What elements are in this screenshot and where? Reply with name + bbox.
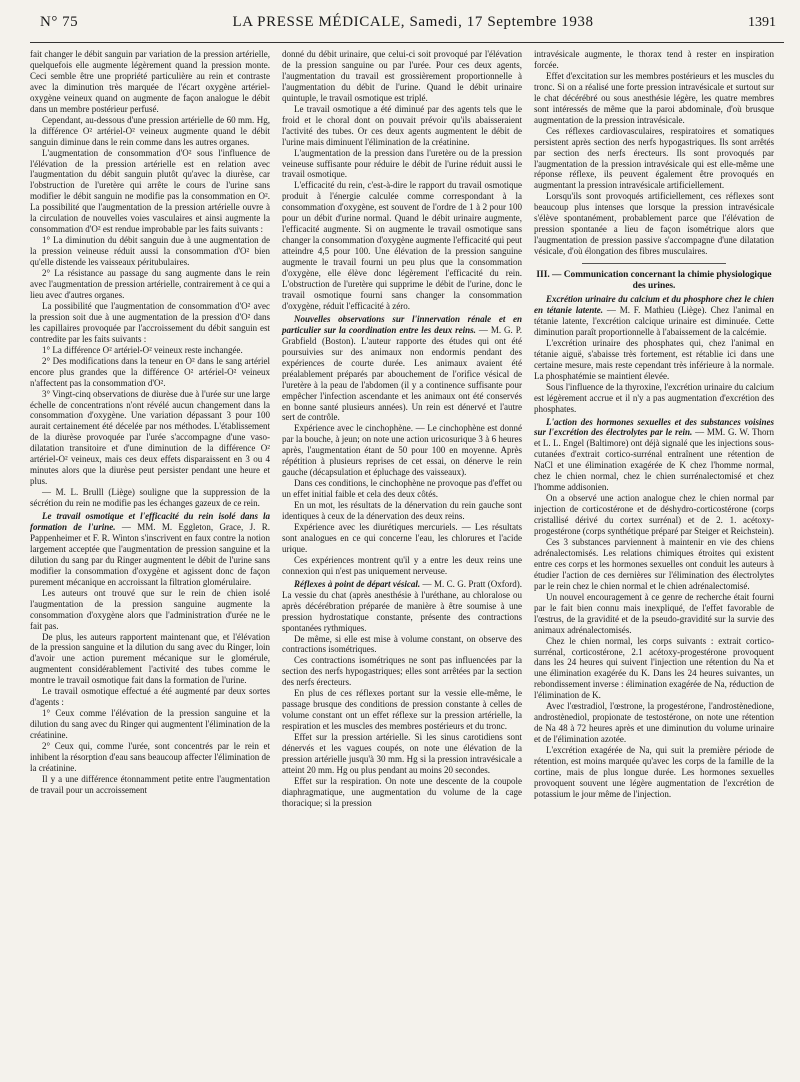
issue-number: N° 75 [40, 14, 79, 30]
paragraph [534, 745, 774, 800]
paragraph-text: Ces réflexes cardiovasculaires, respiratoires et somatiques persistent après section des nerfs hypogastriques. Ils sont arrêtés par section des nerfs érecteurs. Ils sont provoqués par l'augmentation de la pression intravésicale qui est elle-même une réponse réflexe, ils peuvent également être provoqués en augmentant la pression intravésicale artificiellement. [534, 125, 774, 191]
paragraph [30, 487, 270, 509]
column-right [534, 49, 774, 1079]
column-left [30, 49, 270, 1079]
paragraph-text: Expérience avec les diurétiques mercuriels. — Les résultats sont analogues en ce qui concerne l'eau, les chlorures et l'acide urique. [282, 521, 522, 554]
paragraph-text: fait changer le débit sanguin par variation de la pression artérielle, quelquefois elle augmente légèrement quand la pression monte. Ceci semble être une propriété particulière au rein et contraste avec la diminution très marquée de l'écart oxygène artériel-oxygène veineux quand on augmente de façon analogue le débit dans un membre postérieur perfusé. [30, 49, 270, 114]
paragraph-text: Ces contractions isométriques ne sont pas influencées par la section des nerfs hypogastriques; elles sont arrêtées par la section des nerfs érecteurs. [282, 655, 522, 688]
paragraph-text: — M. G. P. Grabfield (Boston). L'auteur rapporte des études qui ont été poursuivies sur des animaux non endormis pendant des expériences de courte durée. Les animaux avaient été préalablement préparés par abouchement de l'orifice vésical de l'uretère à la peau de l'abdomen (il y a continence suffisante pour empêcher l'infection ascendante et les animaux ont été conservés en bonne santé plusieurs années). Un rein est dénervé et l'autre sert de contrôle. [282, 324, 522, 423]
page-number: 1391 [748, 15, 776, 30]
paragraph [30, 148, 270, 236]
paragraph-text: Effet sur la pression artérielle. Si les sinus carotidiens sont dénervés et les vagues coupés, on note une élévation de la pression artérielle jusqu'à 30 mm. Hg si la pression intravésicale a atteint 20 mm. Hg ou plus pendant au moins 20 secondes. [282, 732, 522, 775]
paragraph-text: Le travail osmotique a été diminué par des agents tels que le froid et le choral dont on pouvait prévoir qu'ils abaisseraient l'activité des tubes. Or ces deux agents augmentent le débit de l'urine mais diminuent l'élimination de la créatinine. [282, 103, 522, 147]
paragraph [30, 389, 270, 488]
paragraph-text: — MM. M. Eggleton, Grace, J. R. Pappenheimer et F. R. Winton s'inscrivent en faux contre la notion largement acceptée que l'augmentation de pression sanguine et la dilution du sang par du Ringer augmentent le débit de l'urine sans modifier la consommation d'oxygène et agissent donc de façon purement mécanique en accroissant la filtration glomérulaire. [30, 521, 270, 587]
column-middle [282, 49, 522, 1079]
paragraph-text: — M. C. G. Pratt (Oxford). La vessie du chat (après anesthésie à l'uréthane, au chloralose ou après décérébration préparée de manière à être soumise à une pression hydrostatique constante, présente des contractions spontanées rythmiques. [282, 578, 522, 633]
paragraph-text: — MM. G. W. Thorn et L. L. Engel (Baltimore) ont déjà signalé que les injections sous-cutanées d'extrait cortico-surrénal entraînent une rétention de NaCl et une élimination exagérée de K chez l'homme normal, chez le chien normal, chez le chien surrénalectomisé et chez l'homme addisonien. [534, 427, 774, 493]
section-rule [582, 263, 726, 264]
paragraph [282, 634, 522, 656]
paragraph-text: 2° Des modifications dans la teneur en O² dans le sang artériel encore plus grandes que la différence O² artériel-O² veineux n'affectent pas la consommation d'O². [30, 355, 270, 388]
paragraph [282, 688, 522, 732]
paragraph [30, 115, 270, 148]
paragraph-text: Cependant, au-dessous d'une pression artérielle de 60 mm. Hg, la différence O² artériel-O² veineux augmente quand le débit sanguin diminue dans le rein comme dans les autres organes. [30, 114, 270, 147]
paragraph [30, 686, 270, 708]
paragraph-text: Il y a une différence étonnamment petite entre l'augmentation de travail pour un accroissement [30, 773, 270, 795]
paragraph [534, 537, 774, 592]
paragraph [534, 71, 774, 126]
paragraph-text: De plus, les auteurs rapportent maintenant que, et l'élévation de la pression sanguine et la dilution du sang avec du Ringer, loin d'avoir une action purement mécanique sur le glomérule, augmentent considérablement l'activité des tubes comme le montre le travail osmotique fait dans la formation de l'urine. [30, 631, 270, 686]
paragraph [30, 588, 270, 632]
paragraph-text: Les auteurs ont trouvé que sur le rein de chien isolé l'augmentation de la pression sanguine augmente la consommation d'oxygène alors que l'administration d'urée ne le fait pas. [30, 587, 270, 631]
paragraph [282, 555, 522, 577]
paragraph-text: Ces expériences montrent qu'il y a entre les deux reins une connexion qui n'est pas uniquement nerveuse. [282, 554, 522, 576]
paragraph [534, 592, 774, 636]
paragraph [30, 301, 270, 345]
paragraph-text: Un nouvel encouragement à ce genre de recherche était fourni par le fait bien connu mais inexpliqué, de l'effet favorable de l'œstrus, de la gravidité et de la pseudo-gravidité sur la survie des animaux adrénalectomisés. [534, 591, 774, 635]
paragraph-text: 1° Ceux comme l'élévation de la pression sanguine et la dilution du sang avec du Ringer qui augmentent l'élimination de la créatinine. [30, 708, 270, 741]
paragraph-text: Effet sur la respiration. On note une descente de la coupole diaphragmatique, une augmentation du volume de la cage thoracique; si la pression [282, 775, 522, 808]
paragraph [534, 493, 774, 537]
paragraph [282, 732, 522, 776]
paragraph-text: — M. F. Mathieu (Liège). Chez l'animal en tétanie latente, l'excrétion calcique urinaire est diminuée. Cette diminution paraît proportionnelle à l'abaissement de la calcémie. [534, 304, 774, 337]
section-lead-title: L'action des hormones sexuelles et des substances voisines sur l'excrétion des électrolytes par le rein. [534, 416, 774, 438]
section-lead-title: Réflexes à point de départ vésical. [294, 578, 421, 589]
paragraph [282, 423, 522, 478]
paragraph [282, 49, 522, 104]
paragraph-text: L'efficacité du rein, c'est-à-dire le rapport du travail osmotique produit à l'énergie calculée comme correspondant à la consommation d'oxygène, est souvent de l'ordre de 1 à 2 pour 100 pour un débit d'urine normal. Quand le débit urinaire augmente, l'efficacité augmente. Si on augmente le travail osmotique sans changer la consommation d'oxygène augmente l'efficacité qui peut atteindre 4,5 pour 100. Une élévation de la pression sanguine augmente le travail fourni un peu plus que la consommation d'oxygène, elle élève donc légèrement l'efficacité du rein. L'obstruction de l'uretère qui supprime le débit de l'urine, donc le travail osmotique fourni sans changer la consommation d'oxygène, réduit l'efficacité à zéro. [282, 180, 522, 311]
paragraph [282, 104, 522, 148]
paragraph [30, 774, 270, 796]
paragraph [282, 314, 522, 424]
paragraph [282, 180, 522, 311]
paragraph-text: L'excrétion urinaire des phosphates qui, chez l'animal en tétanie aiguë, s'abaisse très fortement, est rétablie ici dans une certaine mesure, mais reste cependant très inférieure à la normale. La phosphatémie se maintient élevée. [534, 337, 774, 381]
paragraph [30, 511, 270, 588]
paragraph [534, 701, 774, 745]
paragraph [30, 356, 270, 389]
paragraph-text: Expérience avec le cinchophène. — Le cinchophène est donné par la bouche, à jeun; on note une action uricosurique 3 à 6 heures après, l'augmentation étant de 50 pour 100 en moyenne. Après répétition à plusieurs reprises de cet essai, on dénerve le rein gauche (décapsulation et épluchage des vaisseaux). [282, 423, 522, 478]
running-header [30, 14, 784, 43]
running-head-title: LA PRESSE MÉDICALE, Samedi, 17 Septembre 1938 [232, 14, 594, 30]
paragraph [30, 235, 270, 268]
paragraph [30, 268, 270, 301]
paragraph-text: Lorsqu'ils sont provoqués artificiellement, ces réflexes sont beaucoup plus intenses que lorsque la pression intravésicale s'élève spontanément, probablement parce que l'élévation de pression spontanée a lieu de façon isométrique alors que l'augmentation de pression passive s'accompagne d'une dilatation vésicale, d'où élongation des fibres musculaires. [534, 191, 774, 257]
paragraph-text: 2° Ceux qui, comme l'urée, sont concentrés par le rein et inhibent la résorption d'eau sans beaucoup affecter l'élimination de la créatinine. [30, 741, 270, 773]
paragraph [534, 417, 774, 494]
paragraph-text: Chez le chien normal, les corps suivants : extrait cortico-surrénal, corticostérone, 2.1 acétoxy-progestérone provoquent dans les 24 heures qui suivent l'injection une rétention du Na et une élimination exagérée du K. Dans les 24 heures suivantes, un rebondissement inverse : élimination exagérée de Na, réduction de l'élimination de K. [534, 635, 774, 701]
paragraph [534, 382, 774, 415]
paragraph-text: 1° La différence O² artériel-O² veineux reste inchangée. [42, 344, 243, 355]
paragraph-text: Ces 3 substances parviennent à maintenir en vie des chiens adrénalectomisés. Les relations chimiques étroites qui existent entre ces corps et les hormones sexuelles ont conduit les auteurs à étudier l'action de ces dernières sur l'élimination des électrolytes par le rein chez le chien normal et le chien adrénalectomisé. [534, 536, 774, 591]
paragraph-text: L'excrétion exagérée de Na, qui suit la première période de rétention, est moins marquée qu'avec les corps de la famille de la cortine, mais de plus longue durée. Les hormones sexuelles provoquent souvent une légère augmentation de l'excrétion de potassium le jour même de l'injection. [534, 745, 774, 799]
section-lead-title: Le travail osmotique et l'efficacité du rein isolé dans la formation de l'urine. [30, 511, 270, 532]
section-lead-title: Excrétion urinaire du calcium et du phosphore chez le chien en tétanie latente. [534, 294, 774, 315]
paragraph [534, 126, 774, 192]
paragraph-text: Effet d'excitation sur les membres postérieurs et les muscles du tronc. Si on a réalisé une forte pression intravésicale et surtout sur le chat décérébré ou sous anesthésie légère, les quatre membres sont intéressés de même que la paroi abdominale, d'où brusque augmentation de la pression intravésicale. [534, 70, 774, 125]
paragraph-text: Avec l'œstradiol, l'œstrone, la progestérone, l'androstènedione, androstènediol, propionate de testostérone, on note une rétention de Na 48 à 72 heures après et une diminution du volume urinaire et de l'élimination azotée. [534, 701, 774, 745]
column-right-upper [534, 49, 774, 257]
paragraph [30, 632, 270, 687]
section-heading: III. — Communication concernant la chimie physiologique des urines. [536, 270, 772, 292]
paragraph-text: intravésicale augmente, le thorax tend à rester en inspiration forcée. [534, 49, 774, 70]
paragraph-text: De même, si elle est mise à volume constant, on observe des contractions isométriques. [282, 633, 522, 655]
paragraph-text: 3° Vingt-cinq observations de diurèse due à l'urée sur une large échelle de concentrations n'ont révélé aucun changement dans la consommation d'oxygène. Une variation dépassant 3 pour 100 aurait certainement été décelée par nos méthodes. L'établissement de la diurèse provoquée par l'urée s'accompagne d'une vaso-dilatation transitoire et d'une diminution de la différence O² artériel-O² veineux, mais ces deux effets disparaissent en 3 ou 4 minutes alors que la diurèse peut persister pendant une heure et plus. [30, 388, 270, 487]
paragraph [282, 500, 522, 522]
paragraph [30, 49, 270, 115]
paragraph-text: — M. L. Brulll (Liège) souligne que la suppression de la sécrétion du rein ne modifie pas les échanges gazeux de ce rein. [30, 487, 270, 509]
paragraph-text: En un mot, les résultats de la dénervation du rein gauche sont identiques à ceux de la dénervation des deux reins. [282, 500, 522, 522]
paragraph [534, 191, 774, 257]
article-columns [30, 49, 784, 1079]
paragraph [30, 741, 270, 774]
paragraph [534, 636, 774, 702]
paragraph-text: Sous l'influence de la thyroxine, l'excrétion urinaire du calcium est légèrement accrue et il n'y a pas augmentation d'excrétion des phosphates. [534, 381, 774, 414]
paragraph [282, 776, 522, 809]
paragraph [534, 49, 774, 71]
paragraph-text: La possibilité que l'augmentation de consommation d'O² avec la pression soit due à une augmentation de la pression d'O² dans les capillaires provoquée par l'accroissement du débit sanguin est contredite par les faits suivants : [30, 300, 270, 344]
paragraph-text: 1° La diminution du débit sanguin due à une augmentation de la pression veineuse réduit aussi la consommation d'O² bien qu'elle distende les vaisseaux péritubulaires. [30, 235, 270, 268]
paragraph [282, 522, 522, 555]
paragraph [282, 478, 522, 500]
paragraph-text: 2° La résistance au passage du sang augmente dans le rein avec l'augmentation de pression artérielle, contrairement à ce qui a lieu avec d'autres organes. [30, 268, 271, 300]
paragraph-text: L'augmentation de consommation d'O² sous l'influence de l'élévation de la pression artérielle est en relation avec l'augmentation du débit sanguin plutôt qu'avec la diurèse, car l'obstruction de l'uretère qui arrête le cours de l'urine sans modifier le débit sanguin ne modifie pas la consommation en O². La possibilité que l'augmentation de la pression artérielle ouvre à la circulation de nouvelles voies vasculaires et ainsi augmente la consommation d'O² est rendue improbable par les faits suivants : [30, 147, 270, 235]
column-right-lower [534, 294, 774, 800]
paragraph-text: Dans ces conditions, le cinchophène ne provoque pas d'effet ou un effet initial faible et cela des deux côtés. [282, 478, 522, 500]
paragraph [534, 294, 774, 338]
paragraph [30, 708, 270, 741]
paragraph [282, 148, 522, 181]
paragraph-text: donné du débit urinaire, que celui-ci soit provoqué par l'élévation de la pression sanguine ou par l'urée. Pour ces deux agents, l'augmentation du travail est grossièrement proportionnelle à l'augmentation du débit de l'urine. Quand le débit urinaire quintuple, le travail osmotique est triplé. [282, 49, 522, 103]
paragraph-text: L'augmentation de la pression dans l'uretère ou de la pression veineuse suffisante pour réduire le débit de l'urine réduit aussi le travail osmotique. [282, 147, 522, 180]
paragraph [282, 579, 522, 634]
section-lead-title: Nouvelles observations sur l'innervation rénale et en particulier sur la coordination entre les deux reins. [282, 313, 522, 335]
paragraph [534, 338, 774, 382]
paragraph [30, 345, 270, 356]
paragraph-text: On a observé une action analogue chez le chien normal par injection de corticostérone et de déshydro-corticostérone (corps cristallisé dérivé du cortex surrénal) et de 2. 1. acétoxy-progestérone (corps synthétique préparé par Steiger et Reichstein). [534, 493, 774, 537]
paragraph [282, 655, 522, 688]
paragraph-text: Le travail osmotique effectué a été augmenté par deux sortes d'agents : [30, 686, 270, 708]
paragraph-text: En plus de ces réflexes portant sur la vessie elle-même, le passage brusque des conditions de pression constante à celles de volume constant ont un effet réflexe sur la pression artérielle, la respiration et les muscles des membres postérieurs et du tronc. [282, 688, 522, 732]
